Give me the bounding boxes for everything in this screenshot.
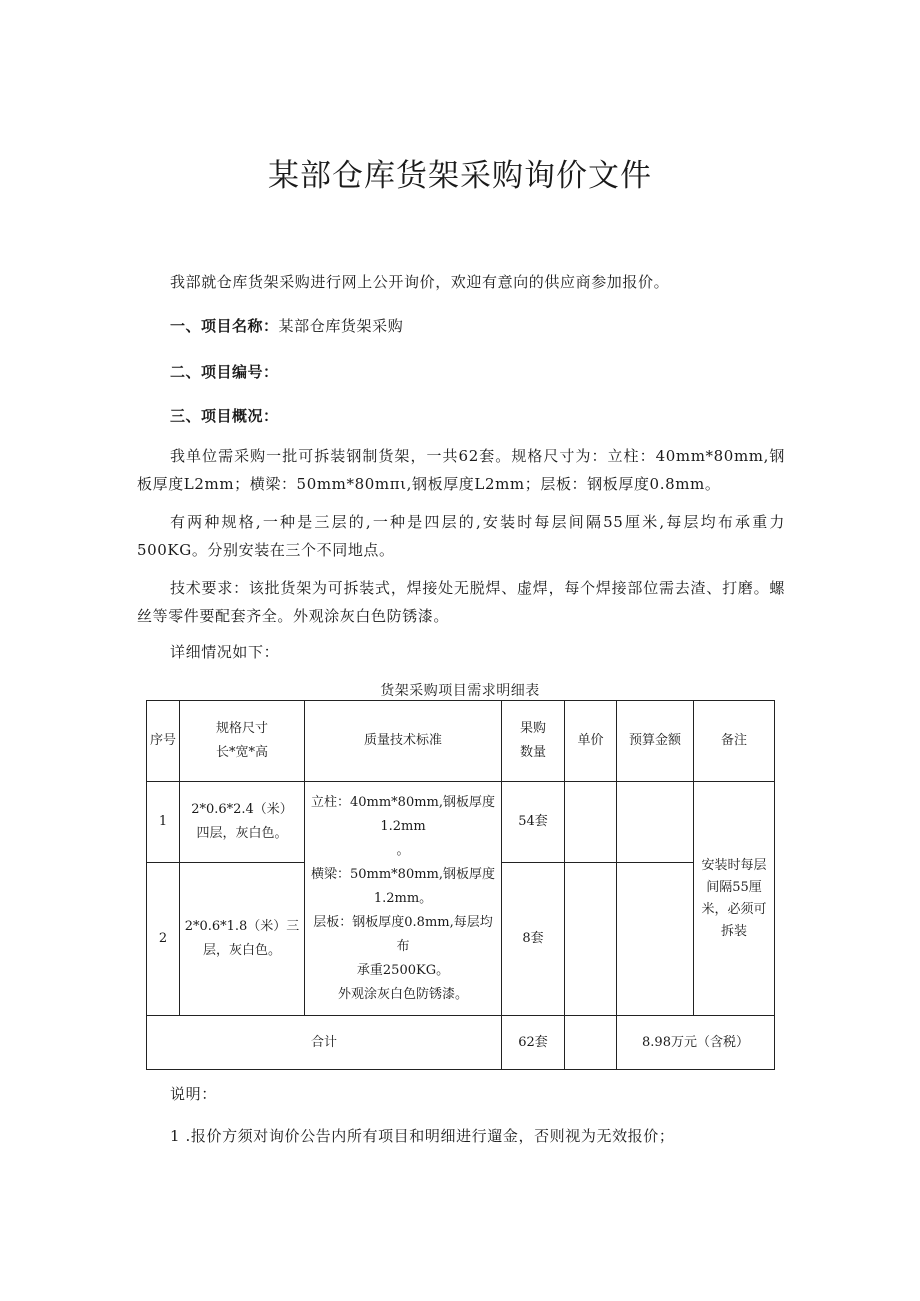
row1-spec-line1: 2*0.6*2.4（米） bbox=[191, 802, 293, 817]
header-qty-line2: 数量 bbox=[519, 745, 546, 760]
notes-label: 说明： bbox=[170, 1085, 217, 1103]
row1-budget bbox=[617, 782, 694, 863]
header-budget: 预算金额 bbox=[617, 701, 694, 782]
notes-item-1: 1 .报价方须对询价公告内所有项目和明细进行遛金，否则视为无效报价； bbox=[170, 1127, 675, 1145]
header-quality: 质量技术标准 bbox=[305, 701, 502, 782]
header-qty bbox=[502, 701, 565, 782]
header-spec-line2: 长*宽*高 bbox=[215, 745, 268, 760]
requirements-table bbox=[146, 700, 775, 1070]
project-number-label: 二、项目编号： bbox=[170, 363, 279, 381]
row1-spec-line2: 四层，灰白色。 bbox=[196, 826, 288, 841]
section-project-overview bbox=[137, 402, 785, 430]
project-name-label: 一、项目名称： bbox=[170, 317, 279, 335]
table-caption: 货架采购项目需求明细表 bbox=[380, 683, 540, 699]
row1-qty: 54套 bbox=[502, 782, 565, 863]
table-header-row bbox=[147, 701, 775, 782]
row2-unit-price bbox=[565, 863, 617, 1016]
header-seq: 序号 bbox=[147, 701, 180, 782]
row1-spec bbox=[180, 782, 305, 863]
quality-standards-cell bbox=[305, 782, 502, 1016]
quality-line: 横梁：50mm*80mm,钢板厚度 bbox=[310, 866, 496, 882]
row2-seq: 2 bbox=[147, 863, 180, 1016]
row2-budget bbox=[617, 863, 694, 1016]
quality-line: 1.2mm。 bbox=[373, 890, 433, 906]
overview-paragraph-1: 我单位需采购一批可拆装钢制货架，一共62套。规格尺寸为：立柱：40mm*80mm,钢板厚度L2mm；横梁：50mm*80mπι,钢板厚度L2mm；层板：钢板厚度0.8mm。 bbox=[137, 447, 785, 493]
section-project-name bbox=[137, 312, 785, 340]
remark-line: 拆装 bbox=[720, 923, 747, 939]
remark-line: 米，必须可 bbox=[701, 901, 767, 917]
row2-spec-line2: 层，灰白色。 bbox=[202, 943, 281, 958]
section-project-number bbox=[137, 358, 785, 386]
row2-spec bbox=[180, 863, 305, 1016]
header-remark: 备注 bbox=[694, 701, 775, 782]
overview-paragraph-2: 有两种规格,一种是三层的,一种是四层的,安装时每层间隔55厘米,每层均布承重力500KG。分别安装在三个不同地点。 bbox=[137, 513, 785, 559]
project-name-value: 某部仓库货架采购 bbox=[278, 317, 404, 335]
header-qty-line1: 果购 bbox=[519, 721, 546, 736]
total-label: 合计 bbox=[147, 1016, 502, 1070]
project-overview-label: 三、项目概况： bbox=[170, 407, 279, 425]
remark-line: 间隔55厘 bbox=[706, 879, 762, 895]
total-qty: 62套 bbox=[502, 1016, 565, 1070]
quality-line: 外观涂灰白色防锈漆。 bbox=[337, 986, 468, 1002]
overview-paragraph-3: 技术要求：该批货架为可拆装式，焊接处无脱焊、虚焊，每个焊接部位需去渣、打磨。螺丝等零件要配套齐全。外观涂灰白色防锈漆。 bbox=[137, 579, 785, 625]
quality-line: 。 bbox=[396, 842, 410, 858]
quality-line: 立柱：40mm*80mm,钢板厚度1.2mm bbox=[310, 794, 496, 834]
table-row bbox=[147, 782, 775, 863]
document-title: 某部仓库货架采购询价文件 bbox=[268, 158, 652, 194]
total-budget: 8.98万元（含税） bbox=[617, 1016, 775, 1070]
header-spec-line1: 规格尺寸 bbox=[215, 721, 268, 736]
row2-spec-line1: 2*0.6*1.8（米）三 bbox=[184, 919, 300, 934]
row2-qty: 8套 bbox=[502, 863, 565, 1016]
quality-line: 承重2500KG。 bbox=[356, 962, 450, 978]
table-total-row bbox=[147, 1016, 775, 1070]
overview-paragraph-4: 详细情况如下： bbox=[170, 643, 280, 661]
remark-line: 安装时每层 bbox=[701, 857, 767, 873]
total-unit-price bbox=[565, 1016, 617, 1070]
remark-cell bbox=[694, 782, 775, 1016]
header-spec bbox=[180, 701, 305, 782]
header-unit-price: 单价 bbox=[565, 701, 617, 782]
quality-line: 层板：钢板厚度0.8mm,每层均布 bbox=[313, 914, 493, 954]
row1-unit-price bbox=[565, 782, 617, 863]
row1-seq: 1 bbox=[147, 782, 180, 863]
intro-paragraph: 我部就仓库货架采购进行网上公开询价，欢迎有意向的供应商参加报价。 bbox=[170, 273, 670, 291]
